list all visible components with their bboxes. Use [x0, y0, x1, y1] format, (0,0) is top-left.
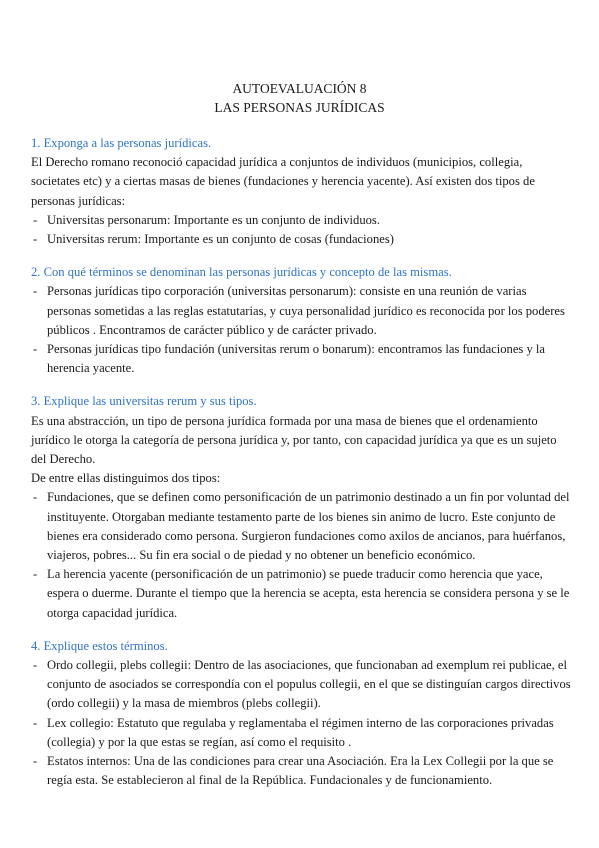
section-4	[31, 637, 571, 791]
list-item: - Personas jurídicas tipo corporación (universitas personarum): consiste en una reunión de varias personas sometidas a las reglas estatutarias, y cuya personalidad jurídico es reconocida por los poderes públicos . Encontramos de carácter público y de carácter privado.	[31, 282, 571, 340]
list-item: - Personas jurídicas tipo fundación (universitas rerum o bonarum): encontramos las fundaciones y la herencia yacente.	[31, 340, 571, 378]
list-item: - Ordo collegii, plebs collegii: Dentro de las asociaciones, que funcionaban ad exemplum rei publicae, el conjunto de asociados se correspondía con el populus collegii, en el que se distinguían cargos directivos (ordo collegii) y la masa de miembros (plebs collegii).	[31, 656, 571, 714]
list-item: - La herencia yacente (personificación de un patrimonio) se puede traducir como herencia que yace, espera o duerme. Durante el tiempo que la herencia se acepta, esta herencia se considera persona y se le otorga capacidad jurídica.	[31, 565, 571, 623]
document-title	[0, 79, 599, 117]
section-3-intro-2: De entre ellas distinguimos dos tipos:	[31, 471, 221, 486]
section-4-heading: 4. Explique estos términos.	[31, 638, 168, 653]
section-1-list	[31, 211, 571, 249]
list-item: - Universitas personarum: Importante es un conjunto de individuos.	[31, 211, 571, 230]
section-1-intro: El Derecho romano reconoció capacidad jurídica a conjuntos de individuos (municipios, collegia, societates etc) y a ciertas masas de bienes (fundaciones y herencia yacente). Así existen dos tipos de personas jurídicas:	[31, 155, 535, 208]
list-item: - Universitas rerum: Importante es un conjunto de cosas (fundaciones)	[31, 230, 571, 249]
title-line-1: AUTOEVALUACIÓN 8	[232, 81, 367, 96]
section-3-heading: 3. Explique las universitas rerum y sus tipos.	[31, 394, 257, 409]
section-1-heading: 1. Exponga a las personas jurídicas.	[31, 136, 212, 150]
list-item: - Estatos internos: Una de las condiciones para crear una Asociación. Era la Lex Collegii por la que se regía esta. Se establecieron al final de la República. Fundacionales y de funcionamiento.	[31, 752, 571, 790]
section-3-list	[31, 488, 571, 622]
section-3	[31, 392, 571, 622]
section-3-intro: Es una abstracción, un tipo de persona jurídica formada por una masa de bienes que el ordenamiento jurídico le otorga la categoría de persona jurídica y, por tanto, con capacidad jurídica ya que es un sujeto del Derecho.	[31, 413, 557, 467]
section-2-heading: 2. Con qué términos se denominan las personas jurídicas y concepto de las mismas.	[31, 265, 452, 280]
title-line-2: LAS PERSONAS JURÍDICAS	[214, 100, 385, 115]
list-item: - Lex collegio: Estatuto que regulaba y reglamentaba el régimen interno de las corporaciones privadas (collegia) y por la que estas se regían, así como el requisito .	[31, 714, 571, 752]
list-item: - Fundaciones, que se definen como personificación de un patrimonio destinado a un fin por voluntad del instituyente. Otorgaban mediante testamento parte de los bienes sin animo de lucro. Este conjunto de bienes era considerado como persona. Surgieron fundaciones como axilos de ancianos, para huérfanos, viajeros, pobres... Su fin era social o de piedad y no obtener un beneficio económico.	[31, 488, 571, 565]
document-body	[31, 134, 571, 805]
section-1	[31, 134, 571, 249]
section-2	[31, 263, 571, 378]
section-4-list	[31, 656, 571, 790]
section-2-list	[31, 282, 571, 378]
